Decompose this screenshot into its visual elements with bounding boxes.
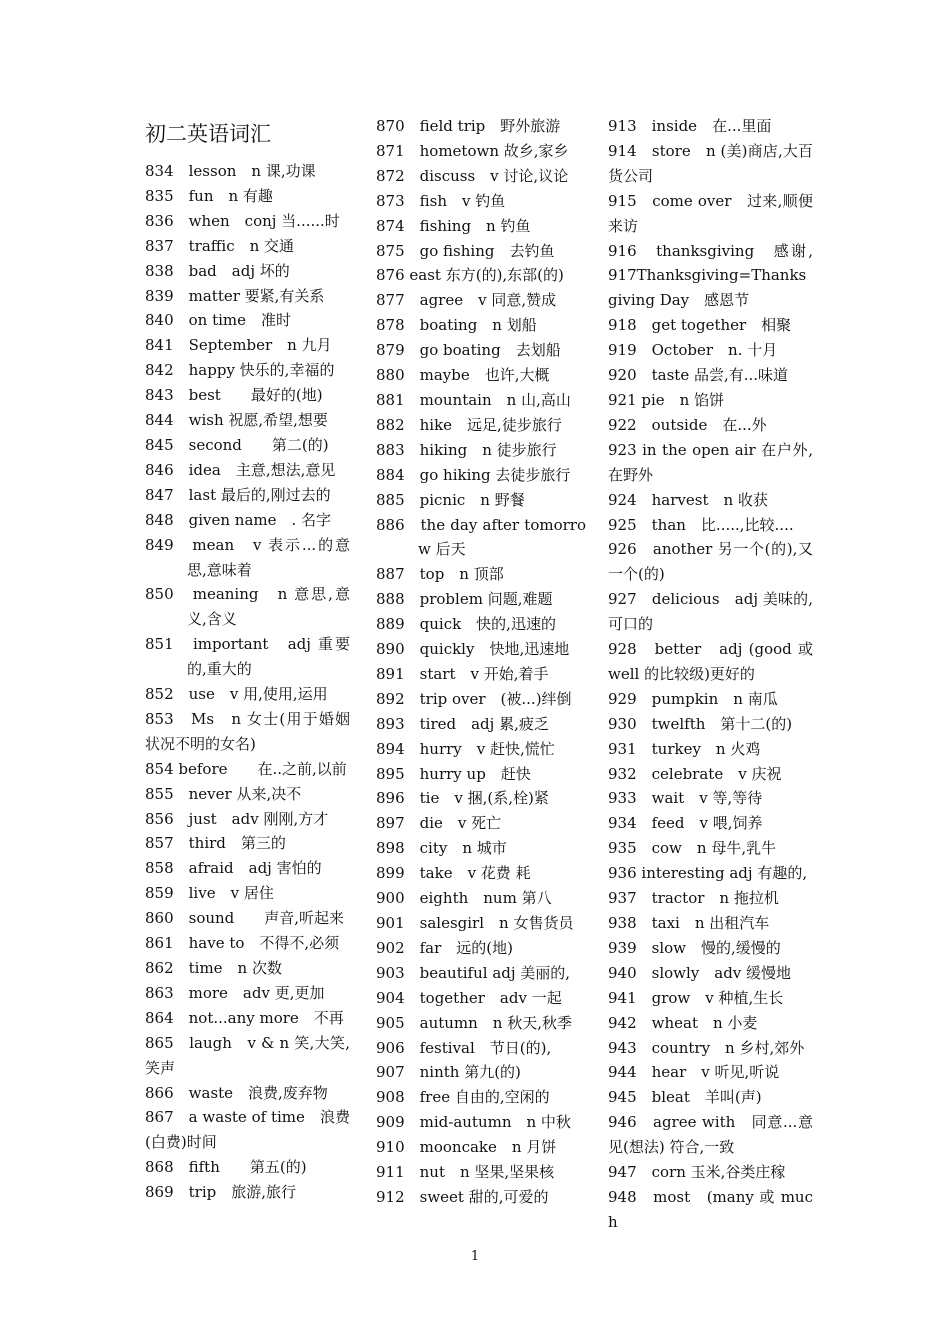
vocab-entry: 938 taxi n 出租汽车 <box>608 914 770 932</box>
vocab-entry: 881 mountain n 山,高山 <box>376 390 571 409</box>
vocab-entry: 903 beautiful adj 美丽的, <box>376 963 571 982</box>
vocab-entry: 915 come over 过来,顺便来访 <box>608 191 813 235</box>
vocab-entry: 866 waste 浪费,废弃物 <box>145 1083 328 1102</box>
vocab-entry: 870 field trip 野外旅游 <box>376 117 561 135</box>
page-title: 初二英语词汇 <box>145 122 271 146</box>
vocab-entry: 911 nut n 坚果,坚果核 <box>376 1163 555 1182</box>
vocab-entry: 851 important adj 重要的,重大的 <box>145 635 350 679</box>
vocab-entry: 834 lesson n 课,功课 <box>145 162 316 180</box>
vocab-entry: 948 most (many 或 much <box>608 1187 813 1231</box>
vocab-entry: 928 better adj (good 或 well 的比较级)更好的 <box>608 640 813 683</box>
vocab-entry: 869 trip 旅游,旅行 <box>145 1183 296 1202</box>
vocab-entry: 944 hear v 听见,听说 <box>608 1063 780 1082</box>
vocab-entry: 840 on time 准时 <box>145 311 292 330</box>
vocab-entry: 882 hike 远足,徒步旅行 <box>376 415 562 434</box>
vocab-entry: 859 live v 居住 <box>145 884 274 903</box>
vocab-entry: 880 maybe 也许,大概 <box>376 366 550 385</box>
entry-list-2 <box>376 114 586 1210</box>
vocab-entry: 929 pumpkin n 南瓜 <box>608 689 778 708</box>
vocab-entry: 924 harvest n 收获 <box>608 490 768 509</box>
vocab-entry: 871 hometown 故乡,家乡 <box>376 141 569 160</box>
vocab-entry: 888 problem 问题,难题 <box>376 590 553 609</box>
vocab-entry: 936 interesting adj 有趣的, <box>608 864 808 883</box>
vocab-entry: 848 given name . 名字 <box>145 510 332 529</box>
vocab-entry: 890 quickly 快地,迅速地 <box>376 640 570 659</box>
vocab-entry: 925 than 比.....,比较.... <box>608 515 794 534</box>
vocab-entry: 842 happy 快乐的,幸福的 <box>145 361 335 380</box>
vocab-entry: 886 the day after tomorrow 后天 <box>376 515 586 559</box>
vocab-entry: 899 take v 花费 耗 <box>376 864 531 883</box>
vocab-entry: 843 best 最好的(地) <box>145 386 323 405</box>
vocab-entry: 901 salesgirl n 女售货员 <box>376 914 574 932</box>
vocab-entry: 873 fish v 钓鱼 <box>376 191 506 210</box>
vocab-entry: 906 festival 节日(的), <box>376 1038 552 1057</box>
vocab-entry: 884 go hiking 去徒步旅行 <box>376 465 571 484</box>
vocab-entry: 838 bad adj 坏的 <box>145 261 290 280</box>
vocab-entry: 867 a waste of time 浪费(白费)时间 <box>145 1108 350 1152</box>
vocab-entry: 947 corn 玉米,谷类庄稼 <box>608 1163 786 1182</box>
vocab-entry: 897 die v 死亡 <box>376 814 502 833</box>
entry-list-1 <box>145 159 350 1205</box>
vocab-entry: 839 matter 要紧,有关系 <box>145 286 325 305</box>
vocab-entry: 853 Ms n 女士(用于婚姻状况不明的女名) <box>145 709 350 753</box>
vocab-entry: 908 free 自由的,空闲的 <box>376 1088 550 1107</box>
vocab-entry: 885 picnic n 野餐 <box>376 490 525 509</box>
vocab-entry: 900 eighth num 第八 <box>376 889 552 908</box>
vocab-entry: 932 celebrate v 庆祝 <box>608 764 782 783</box>
vocab-entry: 852 use v 用,使用,运用 <box>145 685 328 704</box>
vocab-entry: 920 taste 品尝,有...味道 <box>608 366 789 385</box>
vocab-entry: 940 slowly adv 缓慢地 <box>608 963 792 982</box>
vocab-entry: 918 get together 相聚 <box>608 316 792 335</box>
vocab-entry: 905 autumn n 秋天,秋季 <box>376 1013 573 1032</box>
vocab-entry: 863 more adv 更,更加 <box>145 983 325 1002</box>
vocab-entry: 902 far 远的(地) <box>376 938 514 957</box>
vocab-entry: 921 pie n 馅饼 <box>608 390 725 409</box>
vocab-entry: 935 cow n 母牛,乳牛 <box>608 839 777 858</box>
vocab-entry: 922 outside 在...外 <box>608 415 767 434</box>
vocab-entry: 946 agree with 同意...意见(想法) 符合,一致 <box>608 1113 813 1157</box>
vocab-entry: 923 in the open air 在户外,在野外 <box>608 440 813 484</box>
vocab-entry: 898 city n 城市 <box>376 839 507 858</box>
vocab-entry: 865 laugh v & n 笑,大笑,笑声 <box>145 1033 350 1077</box>
vocab-entry: 926 another 另一个(的),又一个(的) <box>608 540 813 584</box>
vocab-entry: 857 third 第三的 <box>145 834 286 853</box>
vocab-entry: 912 sweet 甜的,可爱的 <box>376 1187 549 1206</box>
vocab-entry: 864 not...any more 不再 <box>145 1008 344 1027</box>
vocab-entry: 889 quick 快的,迅速的 <box>376 615 556 634</box>
vocab-entry: 877 agree v 同意,赞成 <box>376 291 557 310</box>
entry-list-3 <box>608 114 813 1235</box>
vocab-entry: 872 discuss v 讨论,议论 <box>376 166 569 185</box>
vocab-entry: 937 tractor n 拖拉机 <box>608 889 779 908</box>
vocab-entry: 914 store n (美)商店,大百货公司 <box>608 141 813 185</box>
vocab-entry: 856 just adv 刚刚,方才 <box>145 809 329 828</box>
vocab-entry: 854 before 在..之前,以前 <box>145 759 347 778</box>
vocab-entry: 850 meaning n 意思,意义,含义 <box>145 585 350 629</box>
page-number: 1 <box>470 1249 480 1264</box>
vocab-entry: 942 wheat n 小麦 <box>608 1013 758 1032</box>
vocab-entry: 913 inside 在...里面 <box>608 117 772 135</box>
vocab-entry: 861 have to 不得不,必须 <box>145 934 340 953</box>
column-3 <box>608 114 813 1235</box>
vocab-entry: 887 top n 顶部 <box>376 565 504 584</box>
vocab-entry: 907 ninth 第九(的) <box>376 1063 521 1082</box>
vocab-entry: 939 slow 慢的,缓慢的 <box>608 938 781 957</box>
vocab-entry: 916 thanksgiving 感谢, 917Thanksgiving=Thanksgiving Day 感恩节 <box>608 241 813 310</box>
vocab-entry: 941 grow v 种植,生长 <box>608 988 784 1007</box>
vocab-entry: 868 fifth 第五(的) <box>145 1158 307 1177</box>
column-2 <box>376 114 586 1210</box>
vocab-entry: 862 time n 次数 <box>145 959 282 977</box>
vocab-entry: 879 go boating 去划船 <box>376 341 561 360</box>
vocab-entry: 876 east 东方(的),东部(的) <box>376 266 564 285</box>
vocab-entry: 945 bleat 羊叫(声) <box>608 1088 762 1107</box>
vocab-entry: 909 mid-autumn n 中秋 <box>376 1113 571 1132</box>
vocab-entry: 892 trip over (被...)绊倒 <box>376 689 572 708</box>
vocab-entry: 919 October n. 十月 <box>608 341 778 360</box>
vocab-entry: 934 feed v 喂,饲养 <box>608 814 763 833</box>
vocab-entry: 837 traffic n 交通 <box>145 236 295 255</box>
vocab-entry: 878 boating n 划船 <box>376 316 537 335</box>
vocab-entry: 931 turkey n 火鸡 <box>608 739 761 758</box>
vocab-entry: 927 delicious adj 美味的,可口的 <box>608 590 813 634</box>
vocab-entry: 930 twelfth 第十二(的) <box>608 714 793 733</box>
vocab-entry: 910 mooncake n 月饼 <box>376 1138 557 1157</box>
vocab-entry: 844 wish 祝愿,希望,想要 <box>145 411 328 430</box>
vocab-entry: 847 last 最后的,刚过去的 <box>145 485 331 504</box>
vocab-entry: 943 country n 乡村,郊外 <box>608 1038 805 1057</box>
vocab-entry: 895 hurry up 赶快 <box>376 764 531 783</box>
vocab-entry: 904 together adv 一起 <box>376 988 562 1007</box>
vocab-entry: 894 hurry v 赶快,慌忙 <box>376 739 555 758</box>
vocab-entry: 874 fishing n 钓鱼 <box>376 216 531 235</box>
vocab-entry: 893 tired adj 累,疲乏 <box>376 714 549 733</box>
vocab-entry: 860 sound 声音,听起来 <box>145 909 345 928</box>
vocab-entry: 875 go fishing 去钓鱼 <box>376 241 555 260</box>
vocab-entry: 858 afraid adj 害怕的 <box>145 859 322 878</box>
vocab-entry: 883 hiking n 徒步旅行 <box>376 440 557 459</box>
vocab-entry: 933 wait v 等,等待 <box>608 789 763 808</box>
vocab-entry: 849 mean v 表示...的意思,意味着 <box>145 535 350 579</box>
column-1 <box>145 114 350 1205</box>
vocab-entry: 891 start v 开始,着手 <box>376 664 549 683</box>
vocab-entry: 846 idea 主意,想法,意见 <box>145 460 336 479</box>
vocab-entry: 836 when conj 当......时 <box>145 211 340 230</box>
vocab-entry: 835 fun n 有趣 <box>145 186 273 205</box>
vocab-entry: 841 September n 九月 <box>145 336 332 355</box>
vocab-entry: 855 never 从来,决不 <box>145 784 302 803</box>
vocab-entry: 896 tie v 捆,(系,栓)紧 <box>376 789 549 808</box>
vocab-entry: 845 second 第二(的) <box>145 435 329 454</box>
